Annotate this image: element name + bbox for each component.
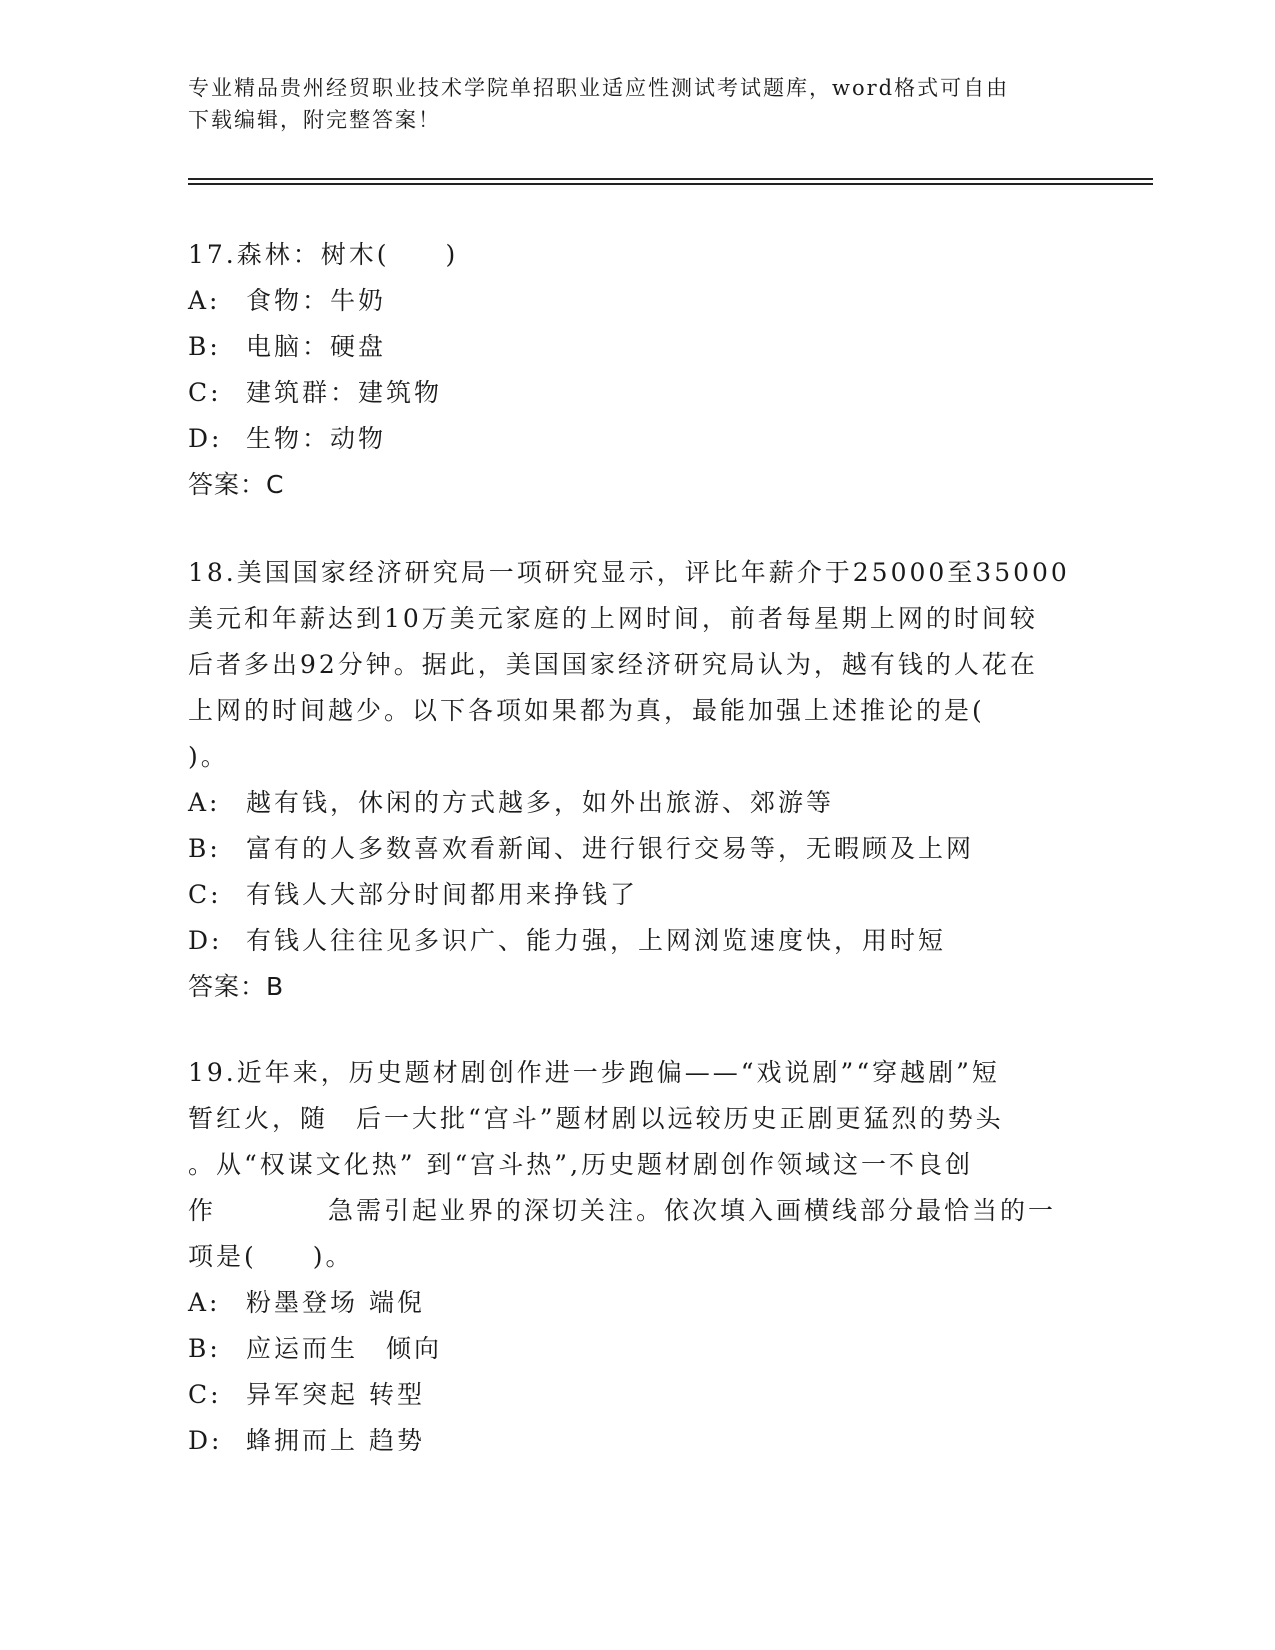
option-text: 应运而生 倾向 — [246, 1334, 443, 1363]
option-d — [188, 918, 1088, 964]
option-key: D: — [188, 1426, 223, 1455]
question-stem-line: 上网的时间越少。以下各项如果都为真，最能加强上述推论的是( — [188, 696, 985, 725]
option-key: C: — [188, 1380, 222, 1409]
question-19 — [188, 1050, 1088, 1464]
question-stem-line: 项是( )。 — [188, 1242, 354, 1271]
option-c — [188, 370, 1088, 416]
option-b — [188, 1326, 1088, 1372]
option-key: A: — [188, 1288, 221, 1317]
answer-label: 答案：B — [188, 972, 285, 1001]
header-divider-bottom — [188, 183, 1153, 185]
question-stem-line: 19.近年来，历史题材剧创作进一步跑偏——“戏说剧”“穿越剧”短 — [188, 1058, 1000, 1087]
option-key: B: — [188, 1334, 221, 1363]
option-a — [188, 1280, 1088, 1326]
question-stem: 17.森林：树木( ) — [188, 240, 459, 269]
header-line-1: 专业精品贵州经贸职业技术学院单招职业适应性测试考试题库，word格式可自由 — [188, 76, 1010, 100]
option-text: 生物：动物 — [246, 424, 387, 453]
question-stem-line: 18.美国国家经济研究局一项研究显示，评比年薪介于25000至35000 — [188, 558, 1070, 587]
option-key: D: — [188, 424, 223, 453]
option-key: A: — [188, 286, 221, 315]
option-b — [188, 324, 1088, 370]
option-a — [188, 278, 1088, 324]
option-text: 富有的人多数喜欢看新闻、进行银行交易等，无暇顾及上网 — [246, 834, 975, 863]
header-line-2: 下载编辑，附完整答案！ — [188, 108, 441, 132]
option-d — [188, 416, 1088, 462]
question-stem-line: 。从“权谋文化热” 到“宫斗热”,历史题材剧创作领域这一不良创 — [188, 1150, 974, 1179]
option-b — [188, 826, 1088, 872]
option-c — [188, 1372, 1088, 1418]
option-d — [188, 1418, 1088, 1464]
question-stem-line: 后者多出92分钟。据此，美国国家经济研究局认为，越有钱的人花在 — [188, 650, 1038, 679]
option-key: C: — [188, 378, 222, 407]
question-stem-line: 美元和年薪达到10万美元家庭的上网时间，前者每星期上网的时间较 — [188, 604, 1038, 633]
option-text: 蜂拥而上 趋势 — [246, 1426, 425, 1455]
option-text: 异军突起 转型 — [246, 1380, 425, 1409]
question-17 — [188, 232, 1088, 508]
option-text: 有钱人往往见多识广、能力强，上网浏览速度快，用时短 — [246, 926, 947, 955]
option-key: B: — [188, 834, 221, 863]
option-key: A: — [188, 788, 221, 817]
question-stem-line: 暂红火，随 后一大批“宫斗”题材剧以远较历史正剧更猛烈的势头 — [188, 1104, 1004, 1133]
option-key: C: — [188, 880, 222, 909]
header-divider-top — [188, 178, 1153, 180]
option-key: D: — [188, 926, 223, 955]
option-text: 粉墨登场 端倪 — [246, 1288, 425, 1317]
option-text: 有钱人大部分时间都用来挣钱了 — [246, 880, 639, 909]
option-text: 建筑群：建筑物 — [246, 378, 443, 407]
question-stem-line: 作 急需引起业界的深切关注。依次填入画横线部分最恰当的一 — [188, 1196, 1057, 1225]
option-key: B: — [188, 332, 221, 361]
document-header — [188, 72, 1068, 136]
option-a — [188, 780, 1088, 826]
answer-label: 答案：C — [188, 470, 285, 499]
question-stem-line: )。 — [188, 742, 229, 771]
option-text: 食物：牛奶 — [246, 286, 387, 315]
question-18 — [188, 550, 1088, 1010]
option-text: 电脑：硬盘 — [246, 332, 387, 361]
option-c — [188, 872, 1088, 918]
option-text: 越有钱，休闲的方式越多，如外出旅游、郊游等 — [246, 788, 835, 817]
